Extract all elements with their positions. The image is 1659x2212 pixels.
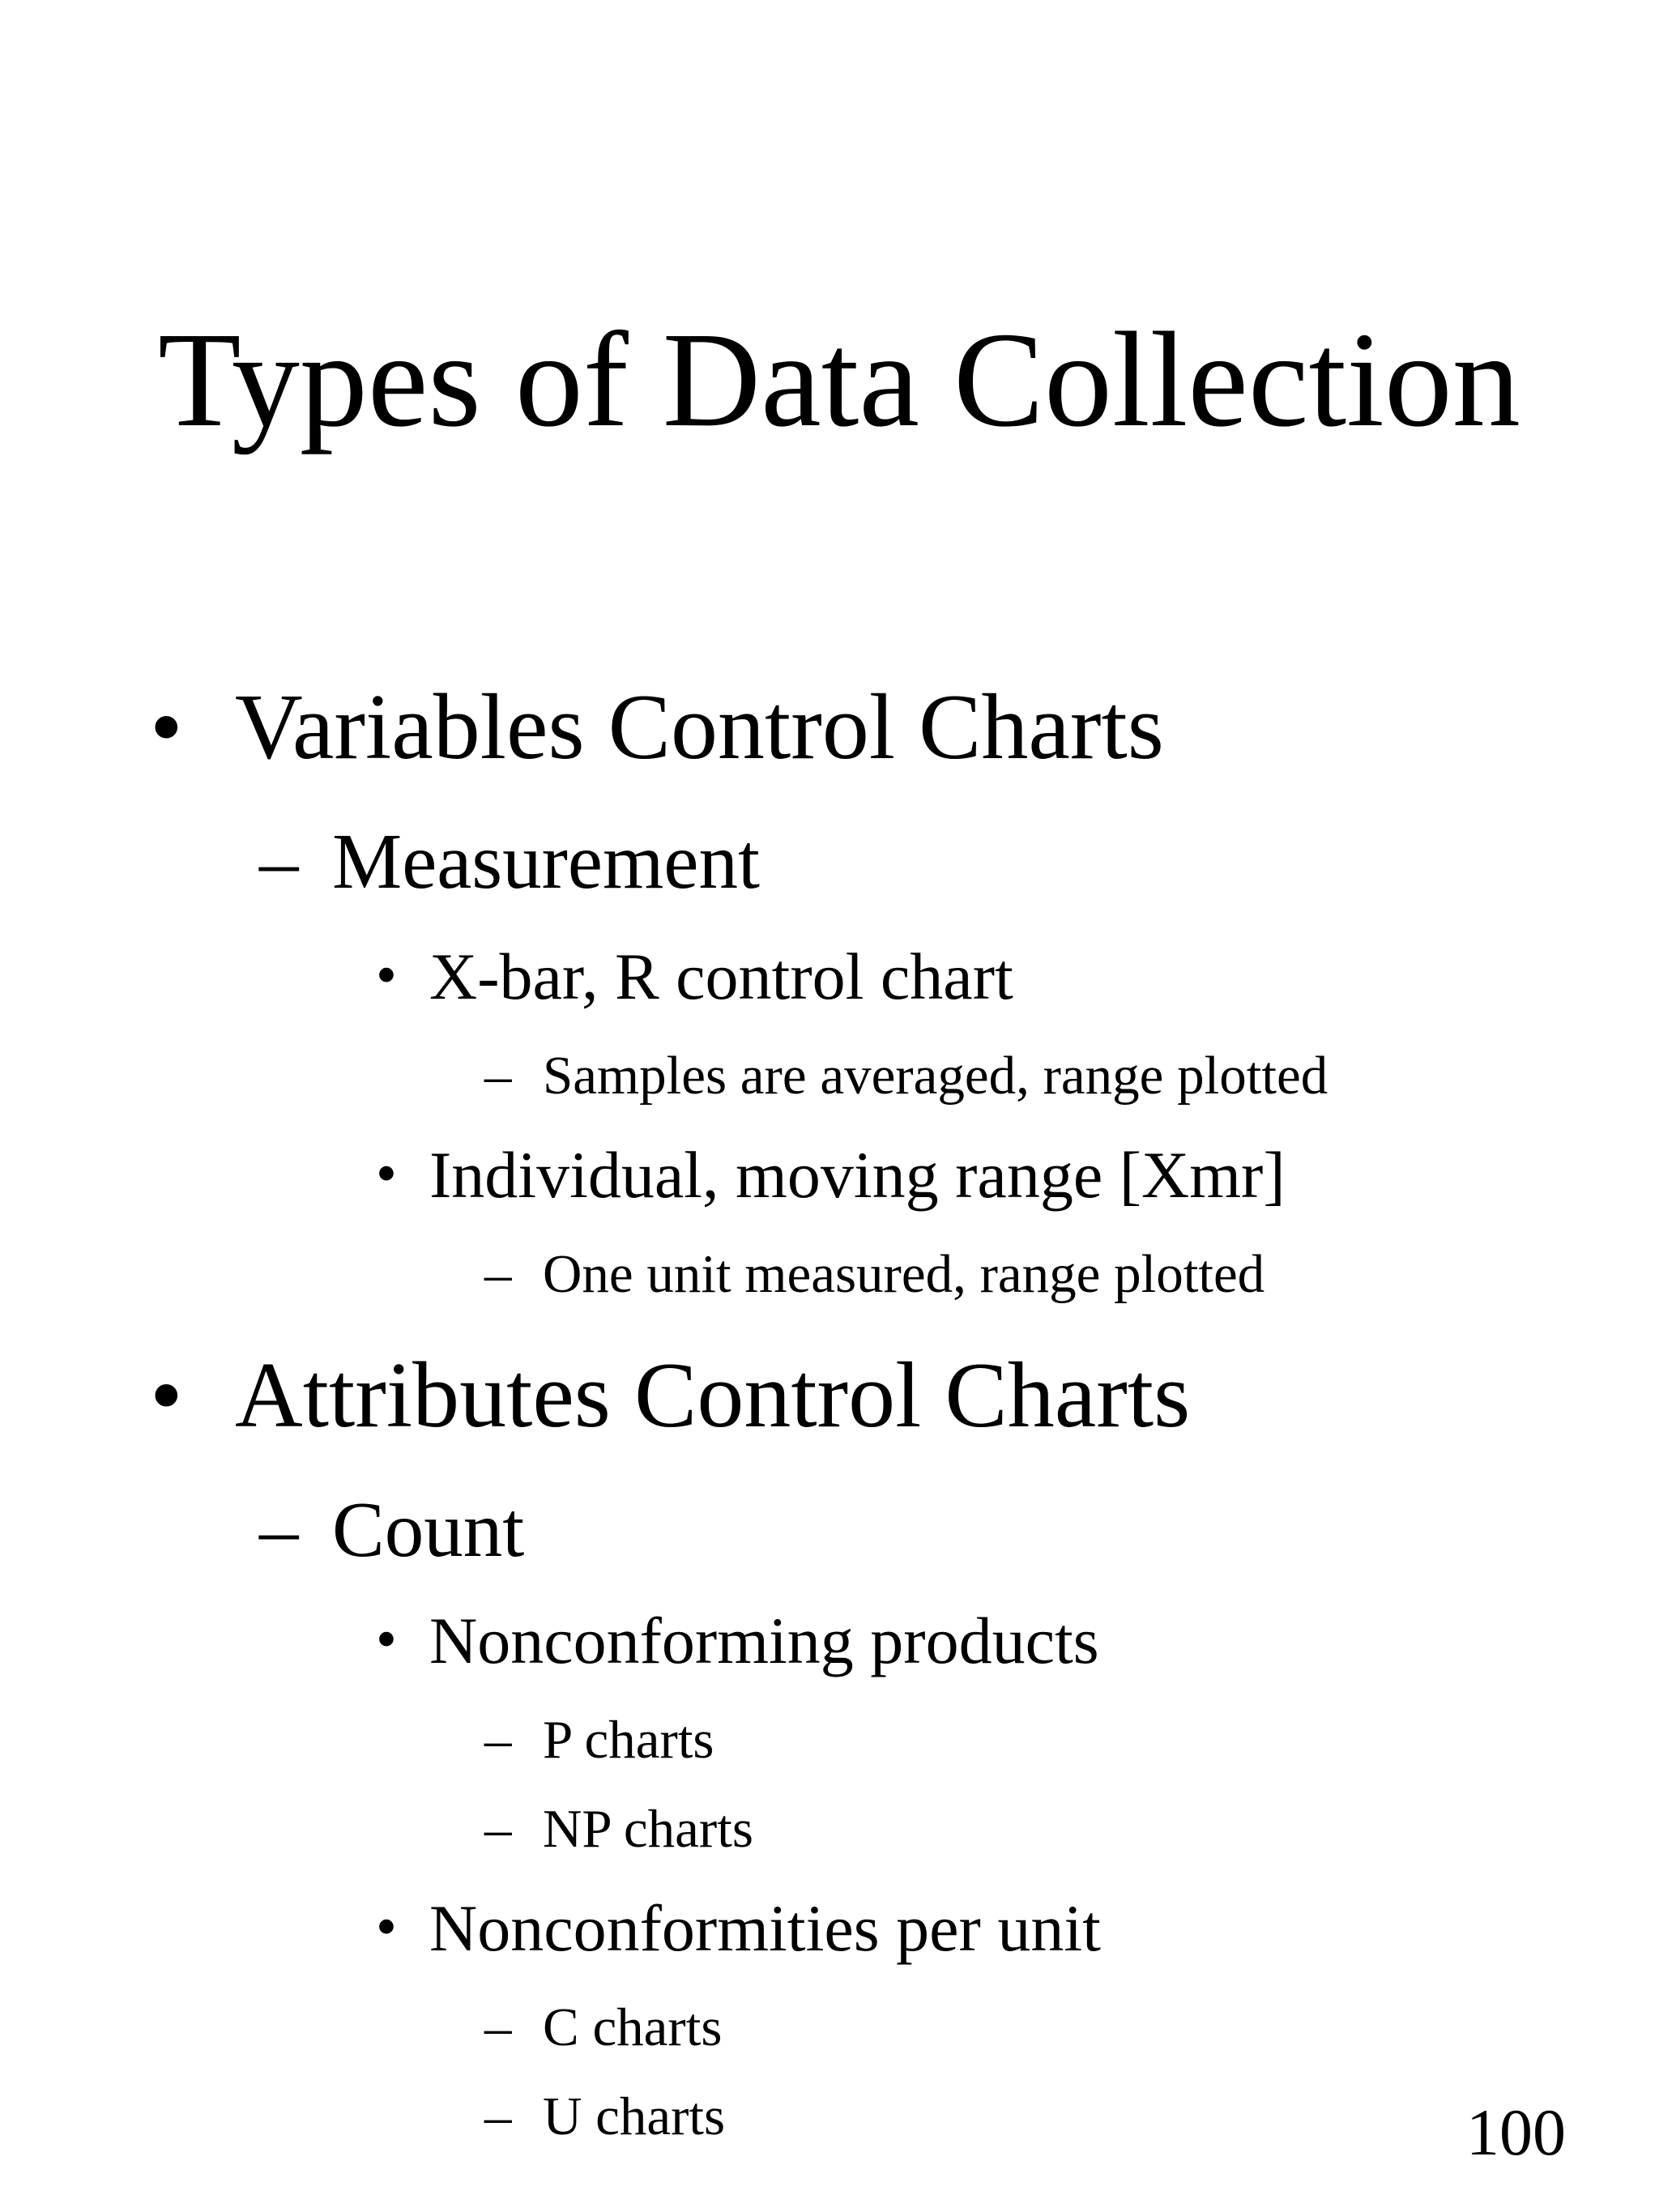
dash-icon: – [484,1710,512,1770]
list-item-nonconformities-per-unit [376,1891,1101,1965]
list-item-samples-averaged [484,1046,1328,1106]
list-item-text: X-bar, R control chart [429,940,1013,1013]
list-item-xbar-r-chart [376,940,1013,1013]
bullet-icon: • [150,1344,183,1447]
list-item-text: Nonconforming products [429,1604,1099,1677]
bullet-icon: • [150,676,183,779]
list-item-count [259,1486,525,1573]
list-item-text: Samples are averaged, range plotted [543,1046,1328,1106]
dash-icon: – [484,1799,512,1859]
list-item-individual-moving-range [376,1138,1286,1212]
page-number: 100 [1466,2095,1566,2169]
list-item-nonconforming-products [376,1604,1099,1677]
bullet-icon: • [376,1606,397,1673]
list-item-text: Nonconformities per unit [429,1891,1101,1965]
list-item-variables-control-charts [150,676,1164,779]
bullet-icon: • [376,1140,397,1207]
list-item-text: P charts [543,1710,714,1770]
bullet-icon: • [376,942,397,1008]
list-item-one-unit-measured [484,1244,1265,1304]
dash-icon: – [484,1046,512,1106]
list-item-text: Individual, moving range [Xmr] [429,1138,1286,1212]
list-item-text: Variables Control Charts [235,676,1164,779]
list-item-text: NP charts [543,1799,753,1859]
dash-icon: – [484,1997,512,2057]
list-item-p-charts [484,1710,714,1770]
list-item-c-charts [484,1997,723,2057]
list-item-text: One unit measured, range plotted [543,1244,1265,1304]
dash-icon: – [259,818,299,905]
dash-icon: – [259,1486,299,1573]
dash-icon: – [484,1244,512,1304]
list-item-text: Count [332,1486,525,1573]
bullet-icon: • [376,1894,397,1960]
list-item-text: U charts [543,2086,726,2146]
slide-title: Types of Data Collection [158,305,1520,455]
list-item-text: Measurement [332,818,760,905]
list-item-text: Attributes Control Charts [235,1344,1191,1447]
list-item-attributes-control-charts [150,1344,1191,1447]
list-item-np-charts [484,1799,753,1859]
list-item-text: C charts [543,1997,723,2057]
list-item-measurement [259,818,760,905]
dash-icon: – [484,2086,512,2146]
list-item-u-charts [484,2086,726,2146]
